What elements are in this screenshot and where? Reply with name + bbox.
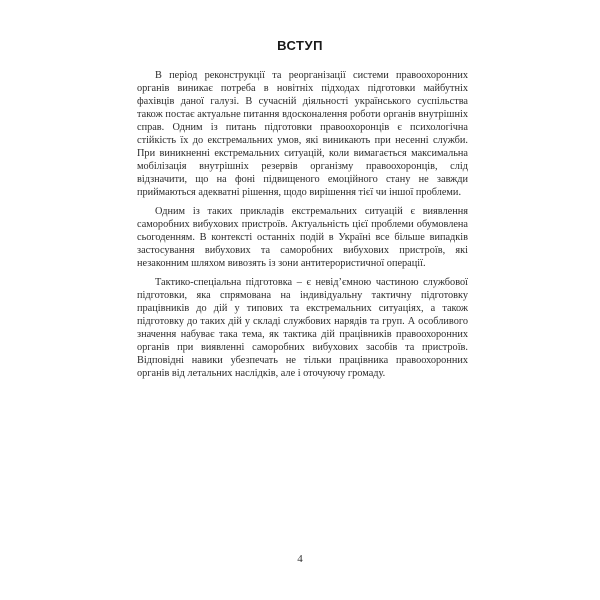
paragraph-1: В період реконструкції та реорганізації системи правоохоронних органів виникає потреба в новітніх підходах підготовки майбутніх фахівців даної галузі. В сучасній діяльності українського суспільства також постає актуальне питання вдосконалення роботи органів внутрішніх справ. Одним із питань підготовки правоохоронців є психологічна стійкість їх до екстремальних умов, які виникають при несенні служби. При виникненні екстремальних ситуацій, коли вимагається максимальна мобілізація внутрішніх резервів організму правоохоронців, слід відзначити, що на фоні підвищеного емоційного стану не завжди приймаються адекватні рішення, щодо вирішення тієї чи іншої проблеми. [137, 70, 468, 198]
paragraph-3: Тактико-спеціальна підготовка – є невід’ємною частиною службової підготовки, яка спрямована на індивідуальну тактичну підготовку працівників до дій у типових та екстремальних ситуаціях, а також підготовку до таких дій у складі службових нарядів та груп. А особливого значення набуває така тема, як тактика дій працівників правоохоронних органів при виявленні саморобних вибухових засобів та пристроїв. Відповідні навики убезпечать не тільки працівника правоохоронних органів від летальних наслідків, але і оточуючу громаду. [137, 277, 468, 379]
page-title: ВСТУП [277, 38, 323, 53]
body-text [137, 69, 468, 386]
page-number: 4 [297, 553, 303, 565]
paragraph-2: Одним із таких прикладів екстремальних ситуацій є виявлення саморобних вибухових пристроїв. Актуальність цієї проблеми обумовлена сьогоденням. В контексті останніх подій в Україні все більше випадків застосування вибухових та саморобних вибухових пристроїв, які незаконним шляхом вивозять із зони антитерористичної операції. [137, 206, 468, 269]
